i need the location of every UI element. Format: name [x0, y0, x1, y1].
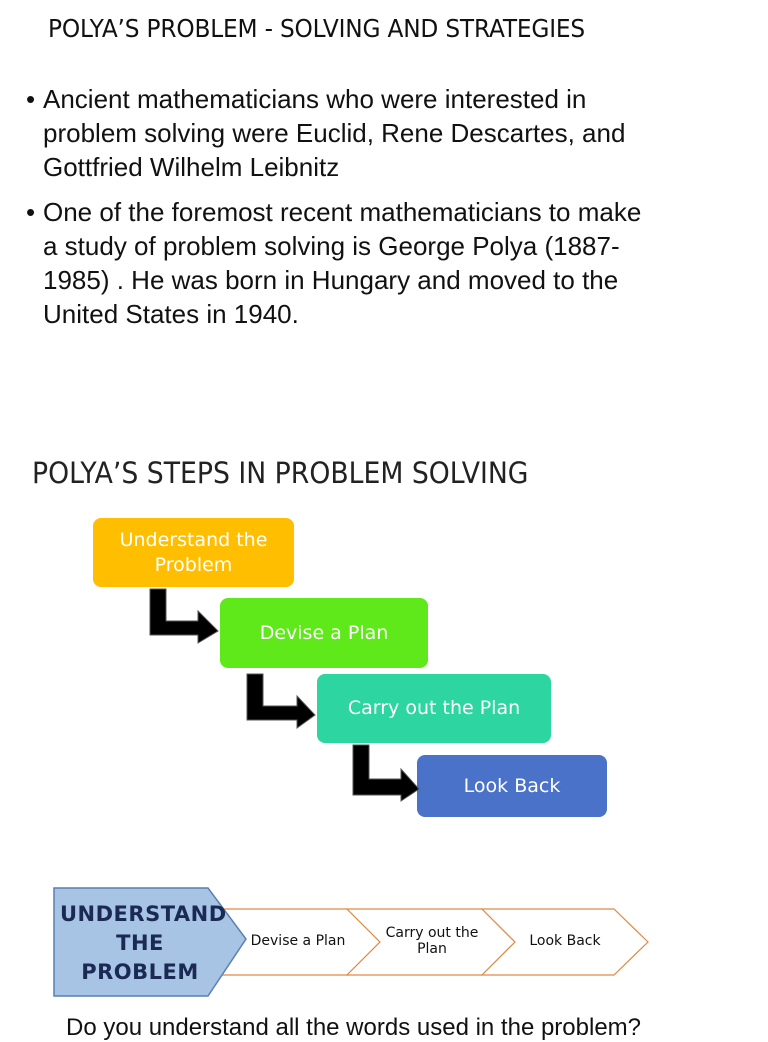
bullet-line: Gottfried Wilhelm Leibnitz [43, 152, 340, 182]
bullet-dot: • [26, 84, 36, 114]
steps-heading: POLYA’S STEPS IN PROBLEM SOLVING [32, 456, 529, 490]
step-label: Carry out the Plan [347, 697, 521, 719]
bullet-ancient-mathematicians [26, 82, 726, 184]
step-label: Look Back [463, 774, 561, 797]
bullet-line: 1985) . He was born in Hungary and moved to the [43, 265, 619, 295]
chevron-label-devise: Devise a Plan [250, 933, 346, 949]
bullet-dot: • [26, 197, 36, 227]
chevron-label-understand: UNDERSTAND THE PROBLEM [60, 902, 227, 984]
step-look-back [417, 755, 607, 817]
step-understand-the-problem [93, 518, 294, 587]
step-label-line: Problem [154, 553, 233, 576]
step-label-line: Understand the [119, 528, 268, 551]
step-devise-a-plan [220, 598, 428, 668]
page-title: POLYA’S PROBLEM - SOLVING AND STRATEGIES [48, 14, 585, 43]
elbow-arrow-icon [148, 587, 220, 647]
step-label: Devise a Plan [259, 621, 389, 644]
elbow-arrow-icon [245, 670, 317, 732]
bullet-line: One of the foremost recent mathematicians to make [43, 197, 642, 227]
bullet-george-polya [26, 195, 726, 331]
elbow-arrow-icon [351, 743, 421, 805]
bullet-line: Ancient mathematicians who were interested in [43, 84, 587, 114]
bullet-line: United States in 1940. [43, 299, 299, 329]
chevron-label-carry-out: Carry out the Plan [385, 925, 479, 957]
chevron-label-look-back: Look Back [529, 933, 601, 949]
bullet-line: problem solving were Euclid, Rene Descartes, and [43, 118, 626, 148]
step-carry-out-the-plan [317, 674, 551, 743]
bullet-line: a study of problem solving is George Polya (1887- [43, 231, 620, 261]
footer-question: Do you understand all the words used in the problem? [66, 1014, 642, 1041]
